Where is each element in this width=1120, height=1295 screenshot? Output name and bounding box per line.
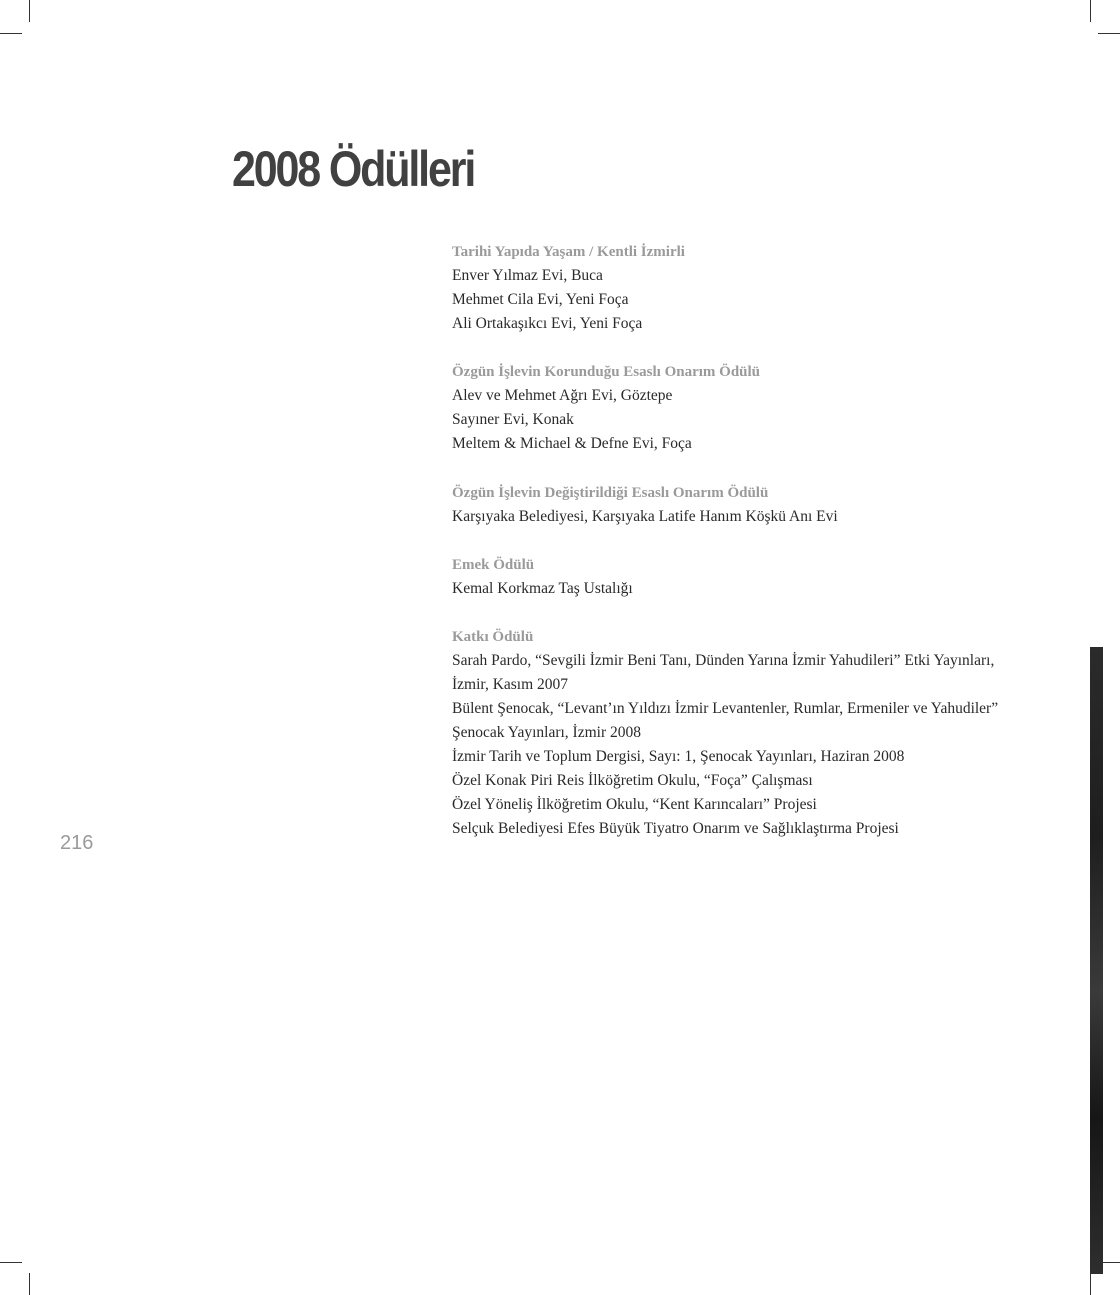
award-entry: Enver Yılmaz Evi, Buca: [452, 267, 603, 284]
award-entry: Kemal Korkmaz Taş Ustalığı: [452, 579, 633, 597]
award-entry: İzmir, Kasım 2007: [452, 675, 569, 693]
award-entry: Mehmet Cila Evi, Yeni Foça: [452, 291, 629, 309]
award-entry: Ali Ortakaşıkcı Evi, Yeni Foça: [452, 315, 643, 333]
crop-mark-top-left: [29, 0, 30, 22]
crop-mark-bottom-left: [29, 1273, 30, 1295]
award-entry: Meltem & Michael & Defne Evi, Foça: [452, 435, 692, 453]
award-entry: İzmir Tarih ve Toplum Dergisi, Sayı: 1, Şenocak Yayınları, Haziran 2008: [452, 748, 905, 766]
award-entry: Bülent Şenocak, “Levant’ın Yıldızı İzmir Levantenler, Rumlar, Ermeniler ve Yahudiler”: [452, 699, 999, 717]
award-entry: Karşıyaka Belediyesi, Karşıyaka Latife Hanım Köşkü Anı Evi: [452, 507, 838, 525]
award-entry: Alev ve Mehmet Ağrı Evi, Göztepe: [452, 387, 673, 405]
facing-page-photo-edge: [1090, 647, 1103, 1274]
award-category-labour: [452, 553, 1052, 601]
crop-mark-top-right-horizontal: [1098, 33, 1120, 34]
awards-list: [452, 240, 1052, 866]
category-heading: Emek Ödülü: [452, 556, 535, 573]
award-entry: Sayıner Evi, Konak: [452, 411, 574, 429]
award-category-original-function-changed: [452, 481, 1052, 529]
award-entry: Sarah Pardo, “Sevgili İzmir Beni Tanı, Dünden Yarına İzmir Yahudileri” Etki Yayınları,: [452, 651, 995, 669]
page-title: 2008 Ödülleri: [232, 141, 475, 197]
award-category-contribution: [452, 625, 1052, 842]
crop-mark-top-left-horizontal: [0, 33, 22, 34]
award-entry: Selçuk Belediyesi Efes Büyük Tiyatro Onarım ve Sağlıklaştırma Projesi: [452, 820, 899, 838]
category-heading: Özgün İşlevin Korunduğu Esaslı Onarım Ödülü: [452, 364, 761, 381]
category-heading: Katkı Ödülü: [452, 628, 534, 645]
page-number: 216: [60, 832, 94, 854]
award-entry: Özel Yöneliş İlköğretim Okulu, “Kent Karıncaları” Projesi: [452, 796, 817, 814]
award-category-original-function-preserved: [452, 360, 1052, 456]
crop-mark-bottom-left-horizontal: [0, 1262, 22, 1263]
crop-mark-top-right: [1090, 0, 1091, 22]
award-category-heritage-living: [452, 240, 1052, 336]
category-heading: Özgün İşlevin Değiştirildiği Esaslı Onarım Ödülü: [452, 484, 769, 501]
award-entry: Özel Konak Piri Reis İlköğretim Okulu, “Foça” Çalışması: [452, 772, 813, 790]
award-entry: Şenocak Yayınları, İzmir 2008: [452, 724, 641, 742]
category-heading: Tarihi Yapıda Yaşam / Kentli İzmirli: [452, 244, 685, 260]
crop-mark-bottom-right: [1090, 1273, 1091, 1295]
